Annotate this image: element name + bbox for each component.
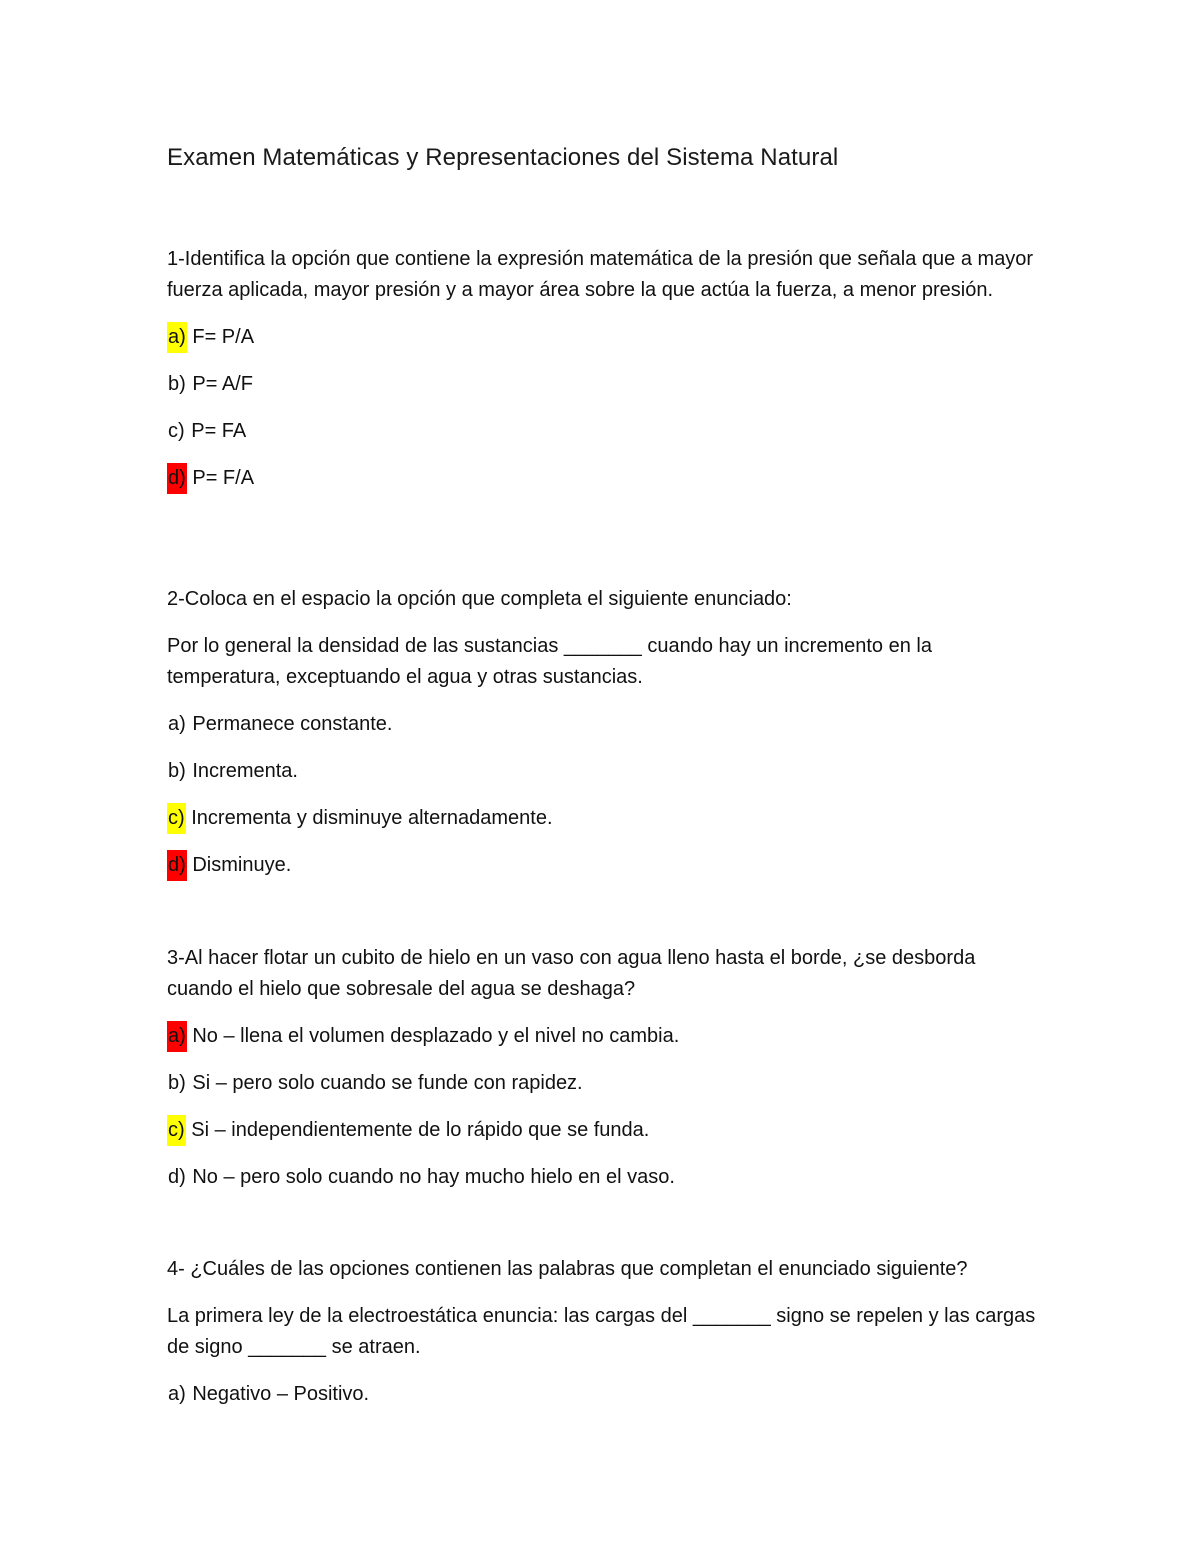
option-text: Si – independientemente de lo rápido que se funda. (185, 1119, 650, 1141)
question-3-text: 3-Al hacer flotar un cubito de hielo en un vaso con agua lleno hasta el borde, ¿se desborda cuando el hielo que sobresale del agua se deshaga? (167, 947, 976, 1000)
option-text: Permanece constante. (186, 713, 393, 735)
question-2-statement: Por lo general la densidad de las sustancias _______ cuando hay un incremento en la temperatura, exceptuando el agua y otras sustancias. (167, 635, 932, 688)
question-3-option-a (167, 1021, 1037, 1052)
option-letter: a) (167, 322, 187, 353)
question-2-option-a (167, 709, 1037, 740)
question-2 (167, 584, 1037, 881)
question-3 (167, 943, 1037, 1193)
question-1-option-b (167, 369, 1037, 400)
option-letter: b) (168, 1072, 186, 1094)
option-text: No – pero solo cuando no hay mucho hielo en el vaso. (186, 1166, 675, 1188)
option-text: Disminuye. (186, 854, 292, 876)
question-4 (167, 1254, 1037, 1410)
option-text: Incrementa y disminuye alternadamente. (185, 807, 553, 829)
question-3-option-c (167, 1115, 1037, 1146)
page-title: Examen Matemáticas y Representaciones del Sistema Natural (167, 144, 839, 171)
option-text: Negativo – Positivo. (186, 1383, 370, 1405)
option-text: P= F/A (186, 467, 255, 489)
option-letter: c) (168, 420, 185, 442)
question-1-option-a (167, 322, 1037, 353)
option-text: P= A/F (186, 373, 253, 395)
option-letter: a) (168, 713, 186, 735)
option-text: No – llena el volumen desplazado y el nivel no cambia. (186, 1025, 680, 1047)
option-letter: a) (168, 1383, 186, 1405)
question-4-option-a (167, 1379, 1037, 1410)
question-1-option-c (167, 416, 1037, 447)
question-2-option-b (167, 756, 1037, 787)
option-letter: c) (167, 1115, 186, 1146)
option-letter: c) (167, 803, 186, 834)
option-letter: d) (168, 1166, 186, 1188)
option-text: F= P/A (186, 326, 255, 348)
option-text: Incrementa. (186, 760, 298, 782)
question-2-option-c (167, 803, 1037, 834)
question-1-text: 1-Identifica la opción que contiene la expresión matemática de la presión que señala que a mayor fuerza aplicada, mayor presión y a mayor área sobre la que actúa la fuerza, a menor presión. (167, 248, 1034, 301)
question-2-option-d (167, 850, 1037, 881)
question-4-text: 4- ¿Cuáles de las opciones contienen las palabras que completan el enunciado siguiente? (167, 1258, 968, 1280)
question-3-option-d (167, 1162, 1037, 1193)
option-letter: a) (167, 1021, 187, 1052)
option-letter: d) (167, 463, 187, 494)
question-1 (167, 244, 1037, 494)
option-letter: b) (168, 760, 186, 782)
option-letter: d) (167, 850, 187, 881)
option-letter: b) (168, 373, 186, 395)
question-1-option-d (167, 463, 1037, 494)
option-text: P= FA (185, 420, 247, 442)
option-text: Si – pero solo cuando se funde con rapidez. (186, 1072, 583, 1094)
question-4-statement: La primera ley de la electroestática enuncia: las cargas del _______ signo se repelen y las cargas de signo _______ se atraen. (167, 1305, 1036, 1358)
question-2-text: 2-Coloca en el espacio la opción que completa el siguiente enunciado: (167, 588, 792, 610)
question-3-option-b (167, 1068, 1037, 1099)
